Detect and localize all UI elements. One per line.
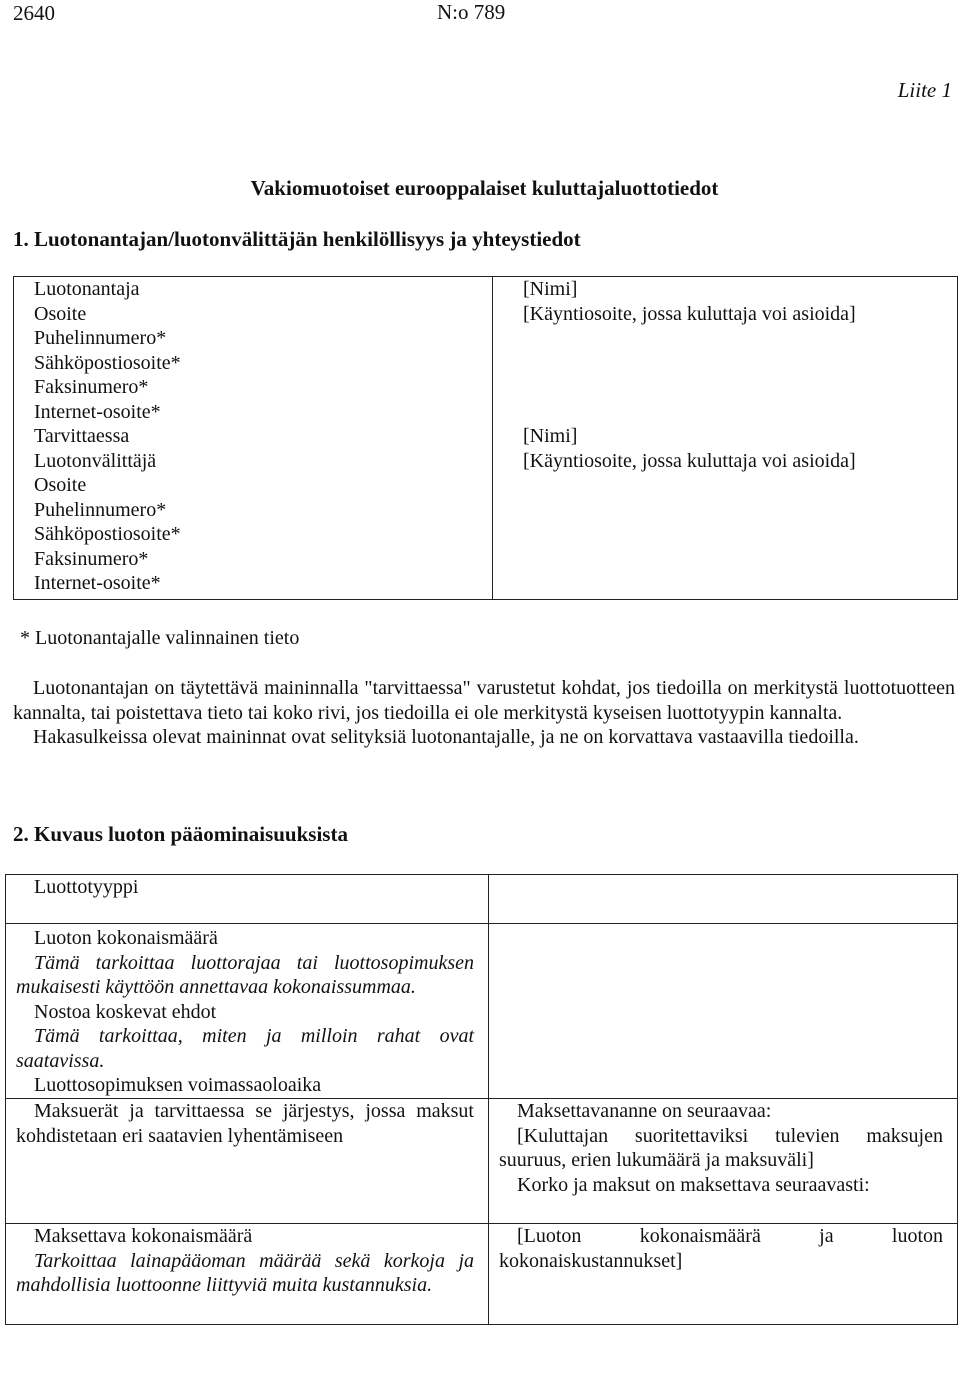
page-number: 2640 — [13, 1, 55, 25]
drawdown-note: Tämä tarkoittaa, miten ja milloin rahat ovat saatavissa. — [16, 1025, 474, 1072]
label-phone: Puhelinnumero* — [34, 327, 167, 349]
appendix-label: Liite 1 — [897, 78, 952, 102]
credit-characteristics-table — [5, 874, 958, 1325]
row-instalments-label — [6, 1099, 489, 1224]
lender-address-placeholder: [Käyntiosoite, jossa kuluttaja voi asioida] — [523, 302, 856, 325]
footnote: * Luotonantajalle valinnainen tieto — [20, 627, 300, 649]
payment-schedule-placeholder: [Kuluttajan suoritettaviksi tulevien maksujen suuruus, erien lukumäärä ja maksuväli] — [499, 1124, 943, 1171]
section-2-heading: 2. Kuvaus luoton pääominaisuuksista — [13, 822, 348, 846]
total-payable-placeholder: [Luoton kokonaismäärä ja luoton kokonaiskustannukset] — [499, 1225, 943, 1272]
credit-type-label: Luottotyyppi — [34, 876, 139, 898]
total-amount-label: Luoton kokonaismäärä — [34, 927, 218, 949]
document-title: Vakiomuotoiset eurooppalaiset kuluttajaluottotiedot — [250, 176, 719, 200]
label-broker: Luotonvälittäjä — [34, 449, 157, 472]
label-website: Internet-osoite* — [34, 400, 161, 423]
contact-labels-cell — [14, 277, 493, 600]
label-broker-email: Sähköpostiosoite* — [34, 523, 181, 545]
label-lender: Luotonantaja — [34, 278, 140, 300]
row-instalments-value — [489, 1099, 958, 1224]
row-credit-type-label — [6, 875, 489, 924]
payment-schedule-intro: Maksettavananne on seuraavaa: — [517, 1100, 772, 1122]
broker-name-placeholder: [Nimi] — [523, 425, 578, 447]
label-broker-fax: Faksinumero* — [34, 547, 149, 570]
broker-address-placeholder: [Käyntiosoite, jossa kuluttaja voi asioida] — [523, 449, 856, 472]
label-fax: Faksinumero* — [34, 376, 149, 398]
total-payable-note: Tarkoittaa lainapääoman määrää sekä korkoja ja mahdollisia luottoonne liittyviä muita kustannuksia. — [16, 1249, 474, 1296]
instruction-paragraph-1: Luotonantajan on täytettävä maininnalla "tarvittaessa" varustetut kohdat, jos tiedoilla on merkitystä luottotuotteen kannalta, tai poistettava tieto tai koko rivi, jos tiedoilla ei ole merkitystä kyseisen luottotyypin kannalta. — [13, 677, 955, 724]
duration-label: Luottosopimuksen voimassaoloaika — [34, 1074, 322, 1096]
row-total-payable-value — [489, 1224, 958, 1325]
instructions — [13, 676, 955, 750]
contact-details-table — [13, 276, 958, 600]
row-amount-drawdown-value — [489, 924, 958, 1099]
instalments-label: Maksuerät ja tarvittaessa se järjestys, jossa maksut kohdistetaan eri saatavien lyhentämiseen — [16, 1100, 474, 1147]
label-broker-phone: Puhelinnumero* — [34, 498, 167, 521]
label-broker-address: Osoite — [34, 474, 87, 496]
label-email: Sähköpostiosoite* — [34, 351, 181, 374]
label-address: Osoite — [34, 302, 87, 325]
row-credit-type-value — [489, 875, 958, 924]
row-total-payable-label — [6, 1224, 489, 1325]
total-payable-label: Maksettava kokonaismäärä — [34, 1225, 253, 1247]
interest-payment-intro: Korko ja maksut on maksettava seuraavasti: — [517, 1173, 870, 1196]
section-1-heading: 1. Luotonantajan/luotonvälittäjän henkilöllisyys ja yhteystiedot — [13, 227, 581, 251]
instruction-paragraph-2: Hakasulkeissa olevat maininnat ovat selityksiä luotonantajalle, ja ne on korvattava vastaavilla tiedoilla. — [33, 726, 859, 748]
row-amount-drawdown-label — [6, 924, 489, 1099]
label-broker-website: Internet-osoite* — [34, 572, 161, 594]
lender-name-placeholder: [Nimi] — [523, 278, 578, 300]
drawdown-label: Nostoa koskevat ehdot — [34, 1000, 217, 1023]
label-where-applicable: Tarvittaessa — [34, 425, 130, 447]
issue-number: N:o 789 — [437, 0, 506, 24]
total-amount-note: Tämä tarkoittaa luottorajaa tai luottosopimuksen mukaisesti käyttöön annettavaa kokonaissummaa. — [16, 951, 474, 998]
contact-values-cell — [493, 277, 958, 600]
